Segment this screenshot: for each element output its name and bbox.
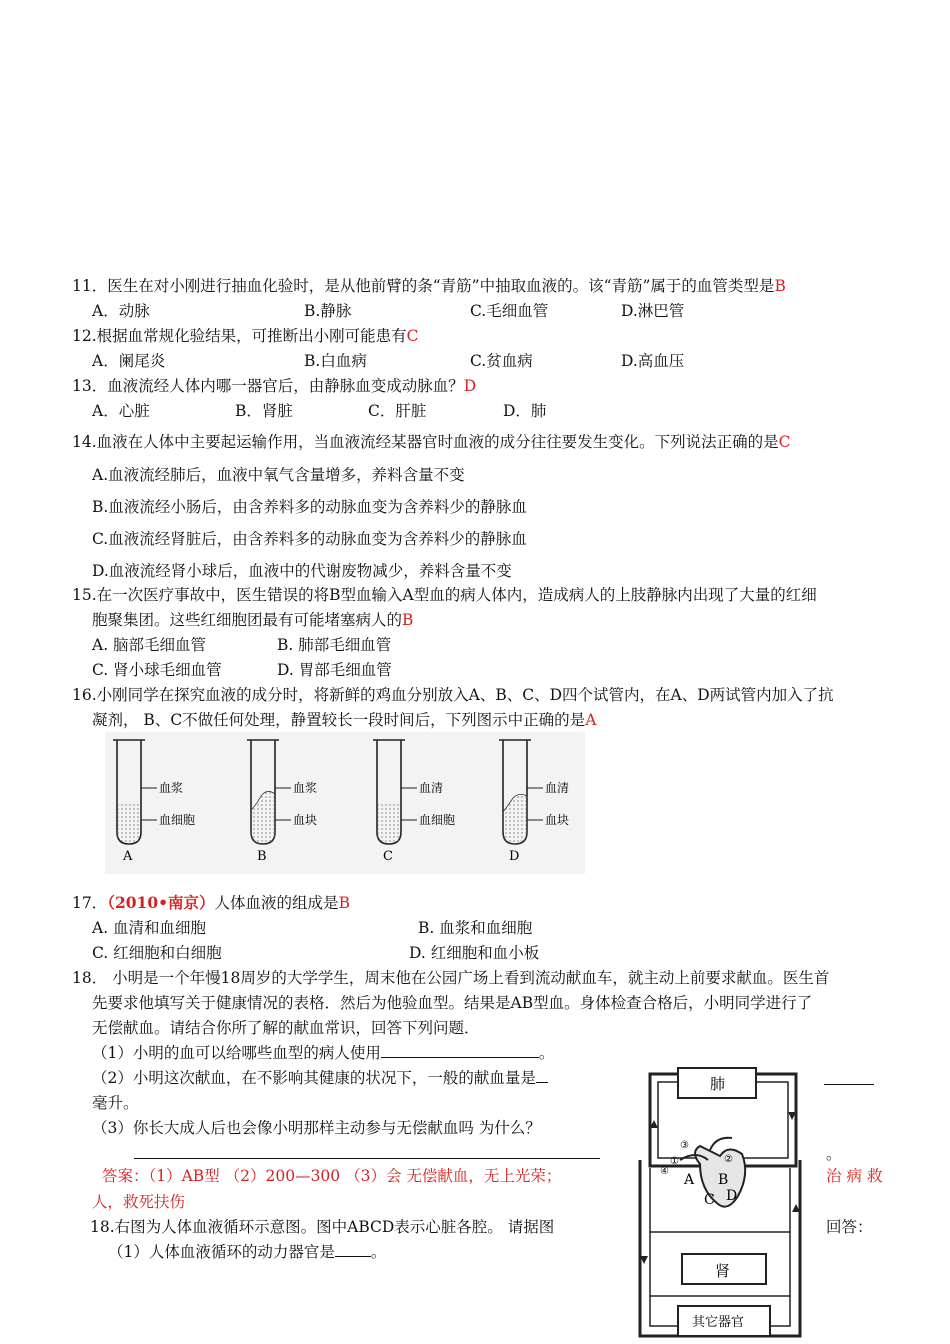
test-tubes-figure [105,732,585,874]
q17-option-a: A. 血清和血细胞 [92,919,207,937]
q13-option-b: B．肾脏 [235,402,293,420]
q18-line3: 无偿献血。请结合你所了解的献血常识，回答下列问题． [92,1019,480,1037]
q11-option-b: B.静脉 [304,302,352,320]
vessel-4: ④ [660,1166,669,1177]
q18-sub2-blank-right [824,1070,874,1085]
q14-option-a: A.血液流经肺后，血液中氧气含量增多，养料含量不变 [92,466,465,484]
blood-circulation-diagram [620,1064,820,1340]
chamber-b: B [718,1172,729,1188]
chamber-c: C [704,1192,715,1208]
q13-option-a: A．心脏 [92,402,150,420]
tube-b-bottom-label: 血块 [293,813,318,827]
tube-b-letter: B [257,849,267,864]
tube-c-bottom-label: 血细胞 [419,813,456,827]
q16-answer: A [585,711,597,729]
q18b-stem: 18.右图为人体血液循环示意图。图中ABCD表示心脏各腔。 请据图 [90,1218,555,1236]
tube-b-top-label: 血浆 [293,781,318,795]
q12-answer: C [406,327,419,345]
q14-stem: 14.血液在人体中主要起运输作用，当血液流经某器官时血液的成分往往要发生变化。下列说法正确的是C [72,433,791,451]
q15-option-c: C. 肾小球毛细血管 [92,661,222,679]
q18b-stem-end: 回答： [826,1218,873,1236]
q13-option-c: C．肝脏 [368,402,427,420]
q18-answer-line1-end: 治病救 [826,1167,888,1185]
tube-c-top-label: 血清 [419,781,444,795]
q16-stem-line1: 16.小刚同学在探究血液的成分时，将新鲜的鸡血分别放入A、B、C、D四个试管内，在A、D两试管内加入了抗 [72,686,834,704]
chamber-a: A [684,1172,695,1188]
q17-option-d: D. 红细胞和血小板 [409,944,540,962]
q12-option-a: A．阑尾炎 [92,352,166,370]
q18-answer-line1: 答案：（1）AB型 （2）200—300 （3）会 无偿献血，无上光荣； [102,1167,562,1185]
other-organs-label: 其它器官 [692,1315,745,1330]
q18-sub3-blank[interactable] [134,1144,600,1159]
tube-d-letter: D [509,849,520,864]
q18-line2: 先要求他填写关于健康情况的表格．然后为他验血型。结果是AB型血。身体检查合格后，小明同学进行了 [92,994,813,1012]
vessel-1: ① [670,1156,679,1167]
q14-option-b: B.血液流经小肠后，由含养料多的动脉血变为含养料少的静脉血 [92,498,527,516]
q18-answer-line2: 人，救死扶伤 [92,1193,186,1211]
q17-option-b: B. 血浆和血细胞 [418,919,533,937]
q14-answer: C [778,433,791,451]
q18b-sub1: （1）人体血液循环的动力器官是 。 [108,1243,387,1261]
tube-d-bottom-label: 血块 [545,813,570,827]
q11-stem: 11．医生在对小刚进行抽血化验时，是从他前臂的条“青筋”中抽取血液的。该“青筋”属于的血管类型是B [72,277,786,295]
q18-sub3: （3）你长大成人后也会像小明那样主动参与无偿献血吗 为什么？ [92,1119,541,1137]
q18-sub1: （1）小明的血可以给哪些血型的病人使用 。 [92,1044,555,1062]
q15-answer: B [402,611,414,629]
q18-sub3-period: 。 [826,1145,842,1163]
q13-answer: D [463,377,477,395]
q13-stem: 13．血液流经人体内哪一器官后，由静脉血变成动脉血？D [72,377,477,395]
q13-option-d: D．肺 [503,402,547,420]
lung-label: 肺 [710,1075,726,1093]
q11-option-a: A．动脉 [92,302,150,320]
q11-option-d: D.淋巴管 [621,302,685,320]
q18b-sub1-blank[interactable] [335,1242,371,1257]
q12-option-d: D.高血压 [621,352,685,370]
tube-d-top-label: 血清 [545,781,570,795]
q15-stem-line2: 胞聚集团。这些红细胞团最有可能堵塞病人的B [92,611,414,629]
q15-stem-line1: 15.在一次医疗事故中，医生错误的将B型血输入A型血的病人体内，造成病人的上肢静脉内出现了大量的红细 [72,586,817,604]
tube-a-letter: A [123,849,133,864]
tube-a-top-label: 血浆 [159,781,184,795]
q14-option-c: C.血液流经肾脏后，由含养料多的动脉血变为含养料少的静脉血 [92,530,527,548]
q11-option-c: C.毛细血管 [470,302,549,320]
q12-option-b: B.白血病 [304,352,367,370]
kidney-label: 肾 [715,1262,731,1280]
q18-sub1-blank[interactable] [381,1043,539,1058]
q18-sub2-unit: 毫升。 [92,1094,139,1112]
tube-a-bottom-label: 血细胞 [159,813,196,827]
q15-option-d: D. 胃部毛细血管 [277,661,392,679]
q15-option-a: A. 脑部毛细血管 [92,636,207,654]
tube-c-letter: C [383,849,393,864]
q12-stem: 12.根据血常规化验结果，可推断出小刚可能患有C [72,327,419,345]
vessel-2: ② [724,1154,733,1165]
q14-option-d: D.血液流经肾小球后，血液中的代谢废物减少，养料含量不变 [92,562,512,580]
vessel-3: ③ [680,1140,689,1151]
q17-source: （2010•南京） [107,893,215,912]
q17-answer: B [338,894,350,912]
q18-sub2-blank[interactable] [536,1068,548,1083]
q17-option-c: C. 红细胞和白细胞 [92,944,222,962]
q16-stem-line2: 凝剂， B、C不做任何处理，静置较长一段时间后，下列图示中正确的是A [92,711,597,729]
q12-option-c: C.贫血病 [470,352,533,370]
q17-stem: 17．（2010•南京）人体血液的组成是B [72,893,350,912]
q11-answer: B [774,277,786,295]
chamber-d: D [726,1188,738,1204]
q18-sub2: （2）小明这次献血，在不影响其健康的状况下，一般的献血量是 [92,1068,548,1088]
q18-line1: 18． 小明是一个年慢18周岁的大学学生，周末他在公园广场上看到流动献血车，就主动上前要求献血。医生首 [72,969,830,987]
q15-option-b: B. 肺部毛细血管 [277,636,392,654]
